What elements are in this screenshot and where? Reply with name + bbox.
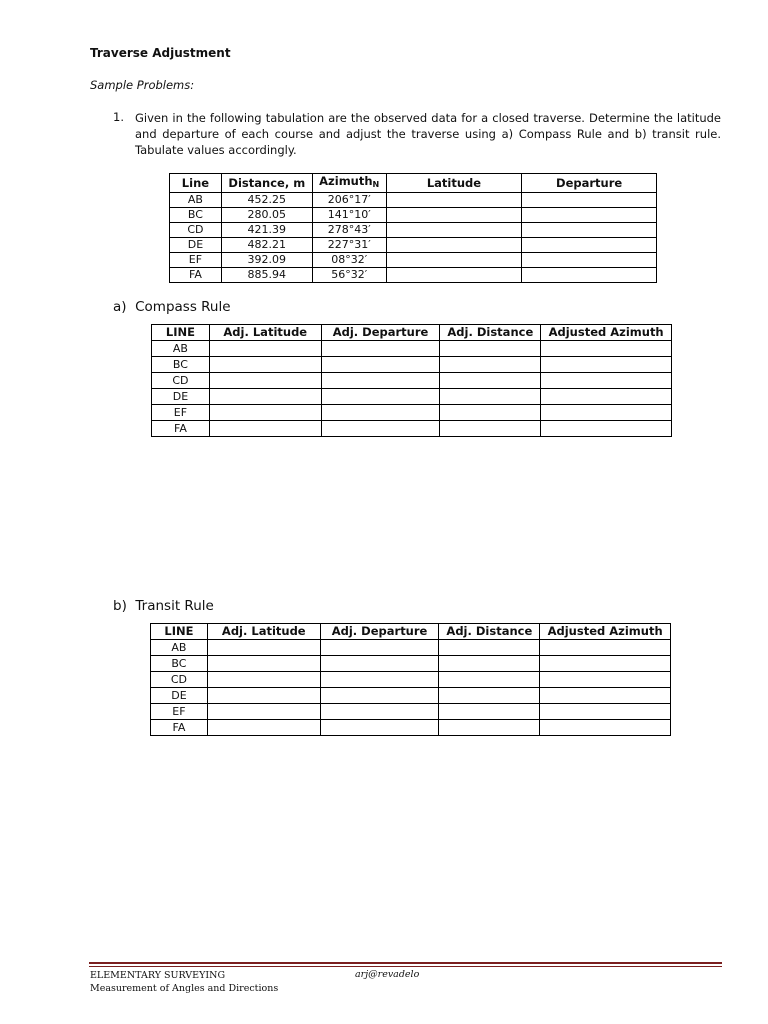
cell-azimuth: 56°32′ [312,268,386,283]
cell-empty [321,421,440,437]
cell-empty [207,720,320,736]
header-line: LINE [151,624,208,640]
table-row [151,688,671,704]
table-header-row [170,174,657,193]
footer-topic: Measurement of Angles and Directions [90,983,279,994]
cell-azimuth: 227°31′ [312,238,386,253]
cell-empty [541,357,672,373]
document-title: Traverse Adjustment [90,46,231,60]
header-adj-distance: Adj. Distance [439,624,540,640]
cell-latitude [386,268,522,283]
cell-departure [522,268,657,283]
table-header-row [152,325,672,341]
cell-empty [209,341,321,357]
cell-empty [320,720,439,736]
cell-empty [541,341,672,357]
cell-distance: 885.94 [221,268,312,283]
cell-empty [321,389,440,405]
cell-empty [440,389,541,405]
header-adj-latitude: Adj. Latitude [207,624,320,640]
cell-distance: 482.21 [221,238,312,253]
given-data-table [169,173,657,283]
cell-departure [522,223,657,238]
table-row [170,253,657,268]
table-header-row [151,624,671,640]
cell-line: EF [170,253,222,268]
cell-empty [440,421,541,437]
cell-line: EF [152,405,210,421]
cell-distance: 452.25 [221,193,312,208]
cell-line: EF [151,704,208,720]
cell-empty [209,357,321,373]
cell-departure [522,238,657,253]
cell-empty [439,656,540,672]
cell-line: AB [152,341,210,357]
cell-empty [207,688,320,704]
cell-empty [439,672,540,688]
cell-departure [522,193,657,208]
table-row [170,223,657,238]
cell-azimuth: 206°17′ [312,193,386,208]
table-row [152,373,672,389]
cell-empty [440,405,541,421]
footer-rule-thin [89,966,722,967]
header-line: Line [170,174,222,193]
cell-latitude [386,238,522,253]
footer-author: arj@revadelo [355,969,420,980]
table-row [151,704,671,720]
header-distance: Distance, m [221,174,312,193]
cell-latitude [386,253,522,268]
cell-departure [522,208,657,223]
table-row [170,208,657,223]
header-adj-departure: Adj. Departure [321,325,440,341]
cell-azimuth: 08°32′ [312,253,386,268]
transit-rule-table [150,623,671,736]
section-subtitle: Sample Problems: [90,78,195,92]
table-row [152,405,672,421]
cell-line: BC [151,656,208,672]
cell-latitude [386,193,522,208]
header-line: LINE [152,325,210,341]
cell-line: CD [151,672,208,688]
cell-azimuth: 141°10′ [312,208,386,223]
cell-line: AB [170,193,222,208]
table-row [152,389,672,405]
cell-distance: 280.05 [221,208,312,223]
cell-empty [209,389,321,405]
cell-empty [439,720,540,736]
cell-empty [207,704,320,720]
cell-line: DE [151,688,208,704]
cell-empty [209,405,321,421]
cell-empty [320,640,439,656]
problem-text: Given in the following tabulation are the observed data for a closed traverse. Determine the latitude and departure of each course and adjust the traverse using a) Compass Rule and b) transit rule. Tabulate values accordingly. [135,111,721,157]
cell-empty [439,640,540,656]
header-adj-departure: Adj. Departure [320,624,439,640]
cell-empty [440,341,541,357]
cell-empty [541,389,672,405]
header-adjusted-azimuth: Adjusted Azimuth [541,325,672,341]
cell-empty [541,405,672,421]
cell-line: DE [170,238,222,253]
cell-line: CD [170,223,222,238]
cell-line: DE [152,389,210,405]
cell-empty [321,357,440,373]
header-adj-latitude: Adj. Latitude [209,325,321,341]
header-azimuth: Azimuth$_N$ [312,174,386,193]
header-adj-distance: Adj. Distance [440,325,541,341]
cell-line: AB [151,640,208,656]
footer-rule [89,962,722,964]
cell-empty [439,688,540,704]
cell-empty [540,704,671,720]
transit-rule-heading: b) Transit Rule [113,598,214,614]
table-row [170,268,657,283]
cell-empty [320,672,439,688]
cell-latitude [386,208,522,223]
cell-empty [209,421,321,437]
header-adjusted-azimuth: Adjusted Azimuth [540,624,671,640]
cell-empty [321,405,440,421]
header-departure: Departure [522,174,657,193]
cell-empty [540,640,671,656]
table-row [151,672,671,688]
cell-empty [440,357,541,373]
header-latitude: Latitude [386,174,522,193]
cell-azimuth: 278°43′ [312,223,386,238]
table-row [152,341,672,357]
table-row [152,357,672,373]
table-row [170,193,657,208]
cell-empty [207,656,320,672]
table-row [151,720,671,736]
cell-empty [321,341,440,357]
cell-empty [540,720,671,736]
cell-empty [540,656,671,672]
table-row [170,238,657,253]
cell-line: FA [170,268,222,283]
cell-empty [540,688,671,704]
cell-line: BC [170,208,222,223]
footer-course-info [90,969,278,995]
cell-empty [440,373,541,389]
table-row [151,656,671,672]
cell-empty [321,373,440,389]
cell-latitude [386,223,522,238]
cell-line: FA [151,720,208,736]
problem-number: 1. [113,110,124,124]
cell-empty [439,704,540,720]
cell-line: BC [152,357,210,373]
cell-line: FA [152,421,210,437]
footer-course: ELEMENTARY SURVEYING [90,970,226,981]
table-row [151,640,671,656]
cell-empty [541,373,672,389]
cell-empty [541,421,672,437]
cell-empty [207,640,320,656]
cell-line: CD [152,373,210,389]
compass-rule-table [151,324,672,437]
compass-rule-heading: a) Compass Rule [113,299,231,315]
cell-departure [522,253,657,268]
cell-empty [320,656,439,672]
cell-empty [209,373,321,389]
cell-empty [320,704,439,720]
cell-distance: 421.39 [221,223,312,238]
cell-empty [320,688,439,704]
table-row [152,421,672,437]
cell-empty [207,672,320,688]
cell-empty [540,672,671,688]
cell-distance: 392.09 [221,253,312,268]
